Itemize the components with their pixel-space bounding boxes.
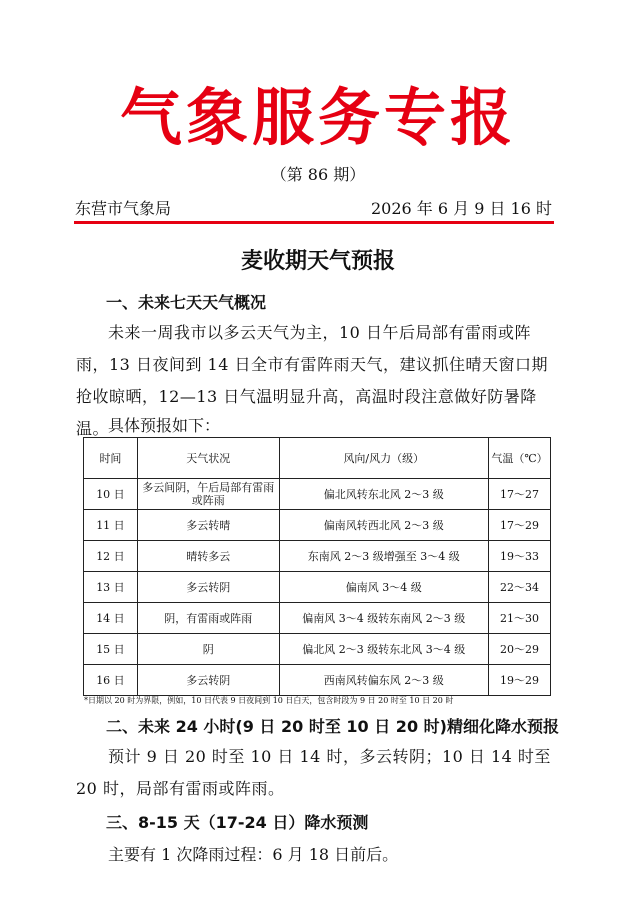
- cell-weather: 阴: [137, 634, 279, 665]
- cell-wind: 偏南风 3～4 级转东南风 2～3 级: [279, 603, 489, 634]
- header-divider: [74, 221, 554, 224]
- cell-weather: 多云转阴: [137, 572, 279, 603]
- issue-number: （第 86 期）: [270, 165, 366, 184]
- cell-temp: 21～30: [489, 603, 551, 634]
- forecast-table: [83, 437, 551, 696]
- cell-wind: 偏北风转东北风 2～3 级: [279, 479, 489, 510]
- cell-weather: 多云转阴: [137, 665, 279, 696]
- table-footnote: *日期以 20 时为界限，例如，10 日代表 9 日夜间到 10 日白天，包含时段为 9 日 20 时至 10 日 20 时: [84, 696, 454, 705]
- table-row: [84, 665, 551, 696]
- cell-temp: 19～29: [489, 665, 551, 696]
- cell-wind: 偏南风 3～4 级: [279, 572, 489, 603]
- cell-temp: 19～33: [489, 541, 551, 572]
- cell-wind: 偏南风转西北风 2～3 级: [279, 510, 489, 541]
- cell-wind: 西南风转偏东风 2～3 级: [279, 665, 489, 696]
- section-1-heading: 一、未来七天天气概况: [106, 293, 267, 312]
- cell-wind: 偏北风 2～3 级转东北风 3～4 级: [279, 634, 489, 665]
- header-temp: 气温（℃）: [489, 438, 551, 479]
- table-intro: 具体预报如下：: [108, 416, 221, 435]
- header-weather: 天气状况: [137, 438, 279, 479]
- section-3-paragraph: 主要有 1 次降雨过程：6 月 18 日前后。: [108, 845, 399, 864]
- cell-weather: 阴，有雷雨或阵雨: [137, 603, 279, 634]
- section-3-heading: 三、8-15 天（17-24 日）降水预测: [106, 813, 369, 832]
- table-row: [84, 572, 551, 603]
- cell-temp: 20～29: [489, 634, 551, 665]
- cell-temp: 17～27: [489, 479, 551, 510]
- table-row: [84, 603, 551, 634]
- cell-date: 13 日: [84, 572, 138, 603]
- cell-wind: 东南风 2～3 级增强至 3～4 级: [279, 541, 489, 572]
- table-row: [84, 541, 551, 572]
- cell-weather: 多云转晴: [137, 510, 279, 541]
- cell-weather: 晴转多云: [137, 541, 279, 572]
- header-time: 时间: [84, 438, 138, 479]
- cell-weather: 多云间阴，午后局部有雷雨或阵雨: [137, 479, 279, 510]
- section-2-heading: 二、未来 24 小时(9 日 20 时至 10 日 20 时)精细化降水预报: [106, 717, 559, 736]
- document-title: 麦收期天气预报: [240, 248, 395, 274]
- cell-temp: 22～34: [489, 572, 551, 603]
- section-2-paragraph: 预计 9 日 20 时至 10 日 14 时，多云转阴；10 日 14 时至 20 时，局部有雷雨或阵雨。: [76, 747, 551, 798]
- cell-date: 11 日: [84, 510, 138, 541]
- cell-date: 16 日: [84, 665, 138, 696]
- header-wind: 风向/风力（级）: [279, 438, 489, 479]
- table-row: [84, 510, 551, 541]
- table-row: [84, 634, 551, 665]
- table-row: [84, 479, 551, 510]
- cell-date: 14 日: [84, 603, 138, 634]
- cell-temp: 17～29: [489, 510, 551, 541]
- cell-date: 10 日: [84, 479, 138, 510]
- masthead-title: 气象服务专报: [119, 81, 516, 154]
- table-header-row: [84, 438, 551, 479]
- issuing-agency: 东营市气象局: [75, 199, 172, 218]
- cell-date: 12 日: [84, 541, 138, 572]
- issue-date: 2026 年 6 月 9 日 16 时: [370, 199, 552, 218]
- section-1-paragraph: 未来一周我市以多云天气为主，10 日午后局部有雷雨或阵雨，13 日夜间到 14 日全市有雷阵雨天气，建议抓住晴天窗口期抢收晾晒，12—13 日气温明显升高，高温时段注意做好防暑降温。: [76, 323, 548, 438]
- cell-date: 15 日: [84, 634, 138, 665]
